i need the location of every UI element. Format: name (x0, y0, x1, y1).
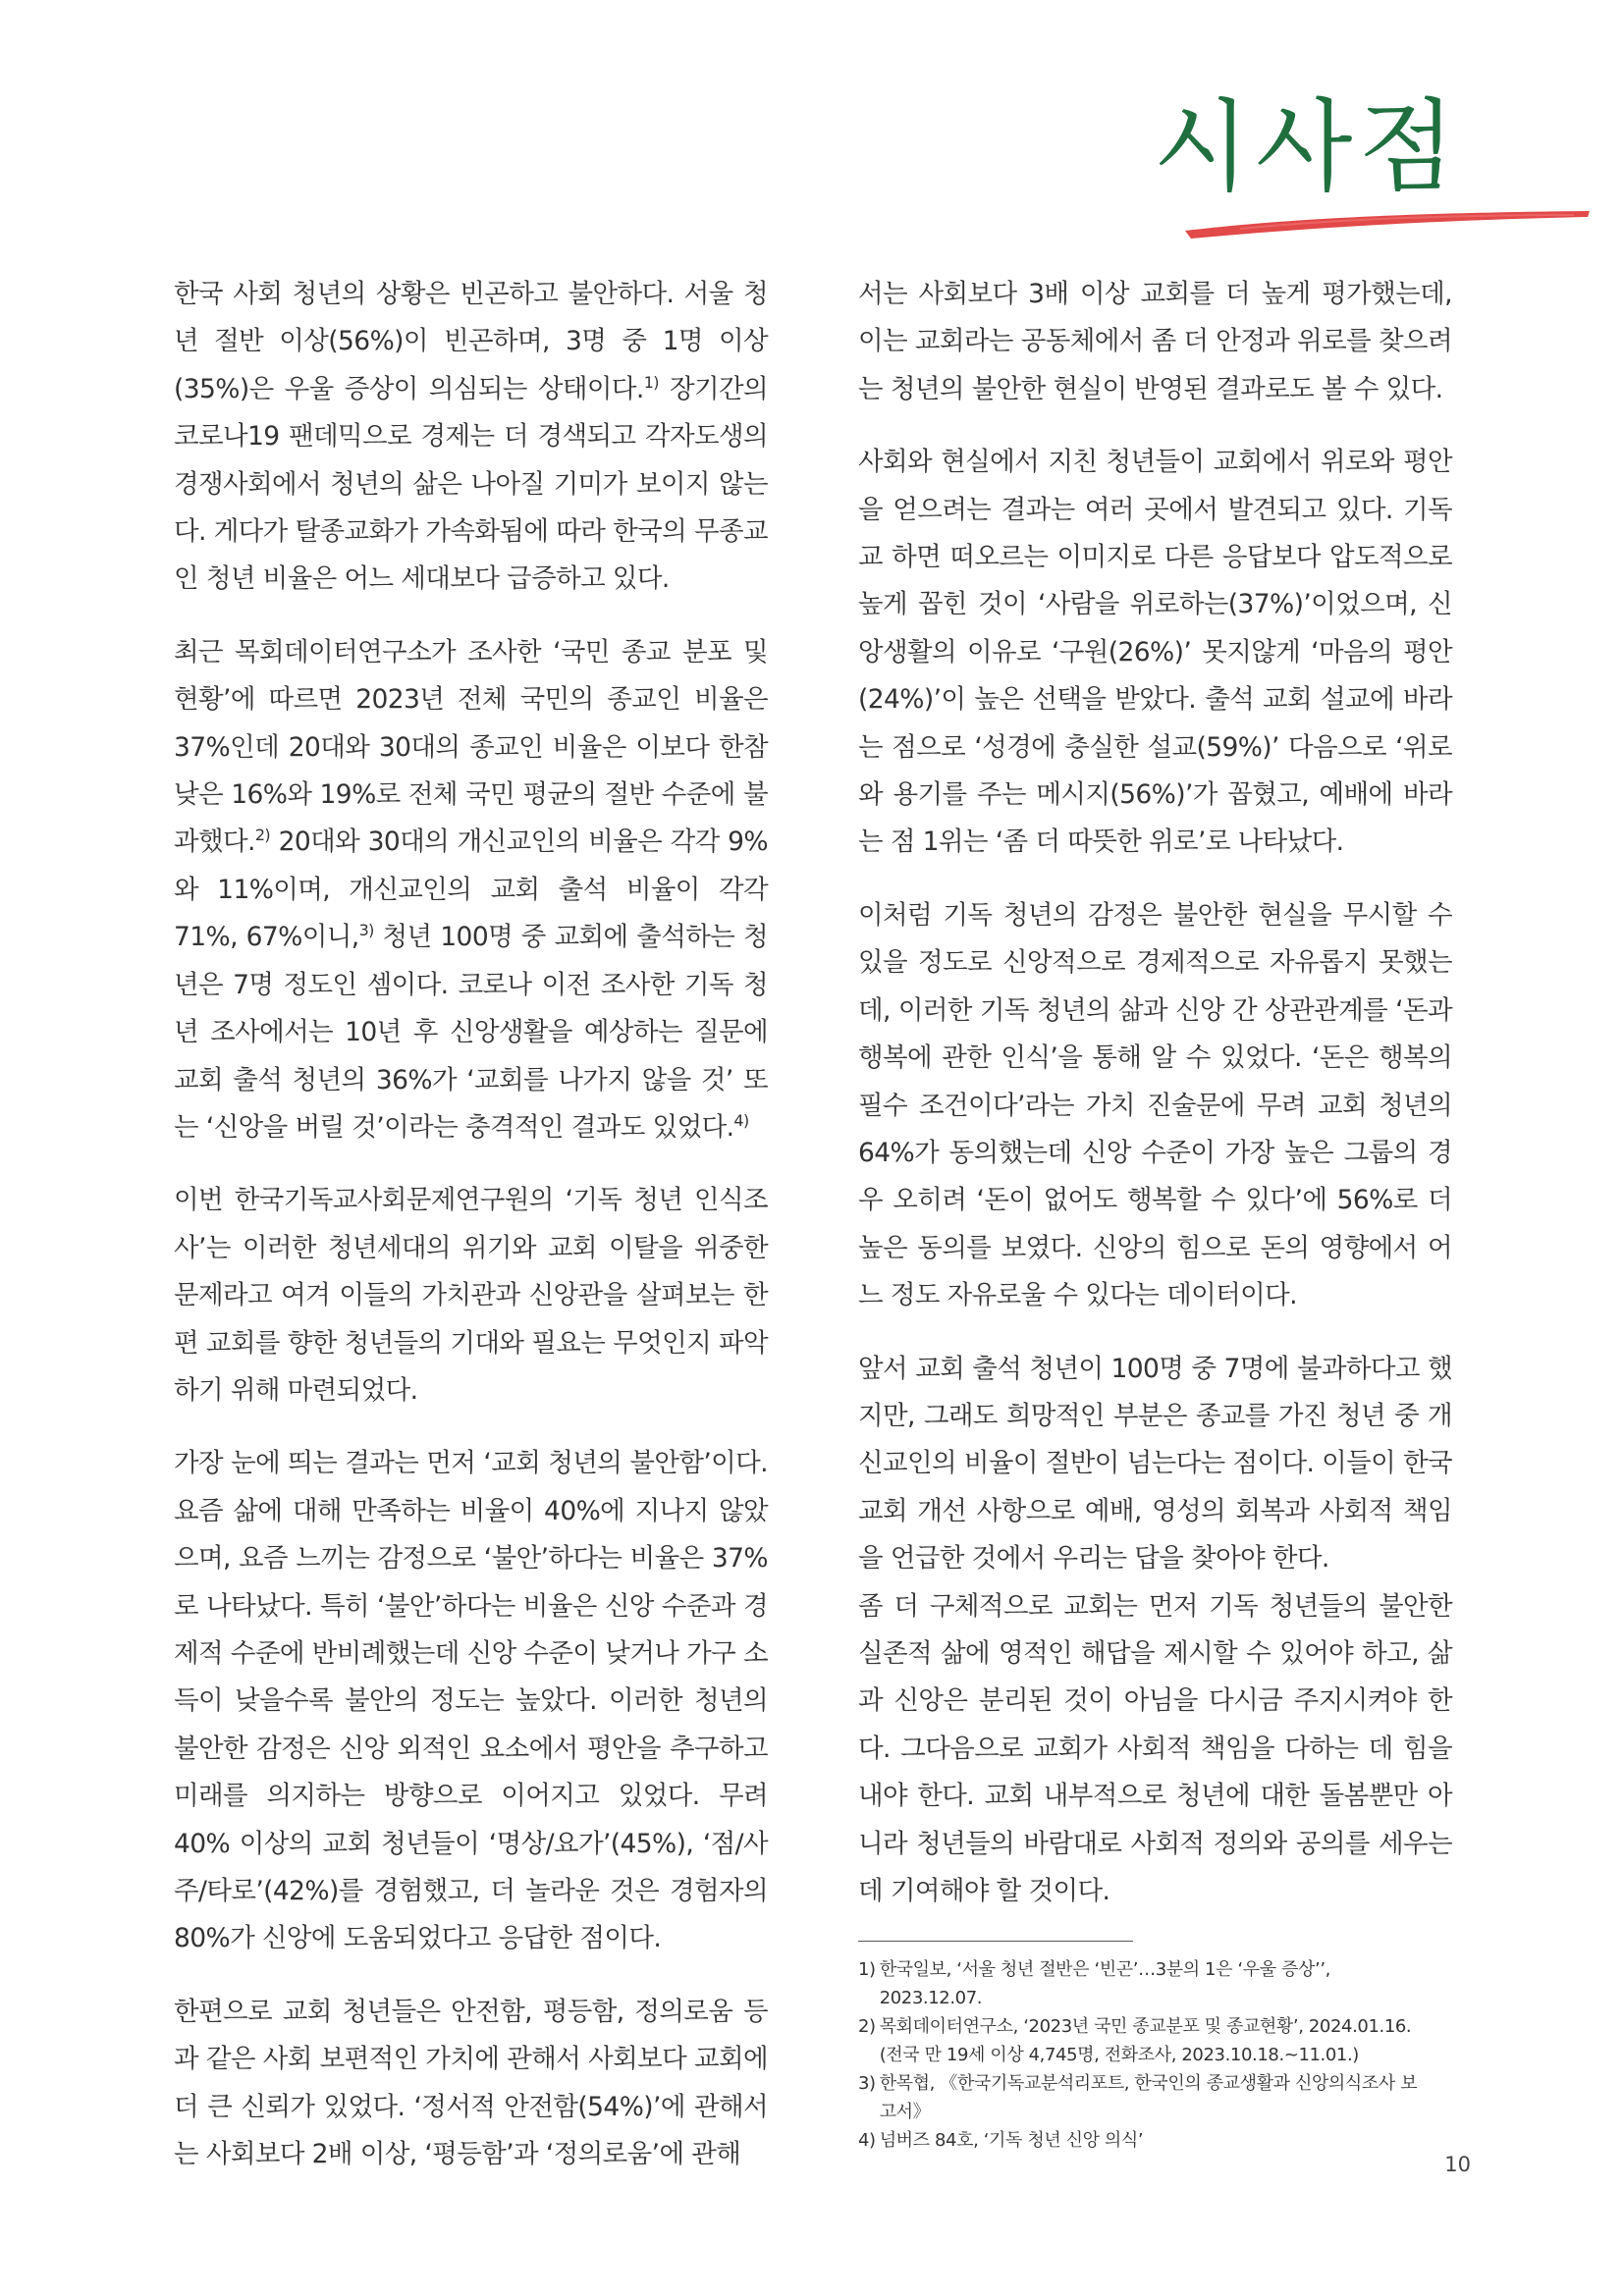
footnote-text: (전국 만 19세 이상 4,745명, 전화조사, 2023.10.18.~11.01.) (879, 2045, 1359, 2066)
section-title: 시사점 (1153, 89, 1461, 206)
footnote-text: 한국일보, ‘서울 청년 절반은 ‘빈곤’…3분의 1은 ‘우울 증상’’, (879, 1959, 1330, 1981)
footnote-number: 4) (858, 2130, 876, 2152)
footnote-text: 목회데이터연구소, ‘2023년 국민 종교분포 및 종교현황’, 2024.01.16. (879, 2016, 1412, 2038)
right-column (858, 271, 1452, 2155)
footnote-text: 고서》 (879, 2102, 931, 2123)
footnote-item (858, 1955, 1452, 2012)
footnote-number: 1) (858, 1959, 876, 1981)
paragraph: 이처럼 기독 청년의 감정은 불안한 현실을 무시할 수 있을 정도로 신앙적으로 경제적으로 자유롭지 못했는데, 이러한 기독 청년의 삶과 신앙 간 상관관계를 ‘돈과 행복에 관한 인식’을 통해 알 수 있었다. ‘돈은 행복의 필수 조건이다’라는 가치 진술문에 무려 교회 청년의 64%가 동의했는데 신앙 수준이 가장 높은 그룹의 경우 오히려 ‘돈이 없어도 행복할 수 있다’에 56%로 더 높은 동의를 보였다. 신앙의 힘으로 돈의 영향에서 어느 정도 자유로울 수 있다는 데이터이다. (858, 899, 1452, 1311)
paragraph: 이번 한국기독교사회문제연구원의 ‘기독 청년 인식조사’는 이러한 청년세대의 위기와 교회 이탈을 위중한 문제라고 여겨 이들의 가치관과 신앙관을 살펴보는 한편 교회를 향한 청년들의 기대와 필요는 무엇인지 파악하기 위해 마련되었다. (174, 1185, 768, 1406)
paragraph: 최근 목회데이터연구소가 조사한 ‘국민 종교 분포 및 현황’에 따르면 2023년 전체 국민의 종교인 비율은 37%인데 20대와 30대의 종교인 비율은 이보다 한참 낮은 16%와 19%로 전체 국민 평균의 절반 수준에 불과했다.$^{2)}$ 20대와 30대의 개신교인의 비율은 각각 9%와 11%이며, 개신교인의 교회 출석 비율이 각각 71%, 67%이니,$^{3)}$ 청년 100명 중 교회에 출석하는 청년은 7명 정도인 셈이다. 코로나 이전 조사한 기독 청년 조사에서는 10년 후 신앙생활을 예상하는 질문에 교회 출석 청년의 36%가 ‘교회를 나가지 않을 것’ 또는 ‘신앙을 버릴 것’이라는 충격적인 결과도 있었다.$^{4)}$ (174, 636, 769, 1143)
footnote-number: 2) (858, 2016, 876, 2038)
footnote-ref[interactable]: 4) (733, 1110, 749, 1130)
footnotes (858, 1955, 1452, 2155)
paragraph: 좀 더 구체적으로 교회는 먼저 기독 청년들의 불안한 실존적 삶에 영적인 해답을 제시할 수 있어야 하고, 삶과 신앙은 분리된 것이 아님을 다시금 주지시켜야 한다. 그다음으로 교회가 사회적 책임을 다하는 데 힘을 내야 한다. 교회 내부적으로 청년에 대한 돌봄뿐만 아니라 청년들의 바람대로 사회적 정의와 공의를 세우는 데 기여해야 할 것이다. (858, 1590, 1452, 1906)
paragraph: 앞서 교회 출석 청년이 100명 중 7명에 불과하다고 했지만, 그래도 희망적인 부분은 종교를 가진 청년 중 개신교인의 비율이 절반이 넘는다는 점이다. 이들이 한국 교회 개선 사항으로 예배, 영성의 회복과 사회적 책임을 언급한 것에서 우리는 답을 찾아야 한다. (858, 1353, 1452, 1575)
footnote-text: 넘버즈 84호, ‘기독 청년 신앙 의식’ (879, 2130, 1144, 2152)
footnote-divider (858, 1941, 1133, 1942)
footnote-number: 3) (858, 2073, 876, 2095)
footnote-text: 2023.12.07. (879, 1988, 983, 2009)
paragraph: 서는 사회보다 3배 이상 교회를 더 높게 평가했는데, 이는 교회라는 공동체에서 좀 더 안정과 위로를 찾으려는 청년의 불안한 현실이 반영된 결과로도 볼 수 있다. (858, 279, 1452, 404)
footnote-item (858, 2069, 1452, 2126)
footnote-text: 한목협, 《한국기독교분석리포트, 한국인의 종교생활과 신앙의식조사 보 (879, 2073, 1418, 2095)
paragraph: 한국 사회 청년의 상황은 빈곤하고 불안하다. 서울 청년 절반 이상(56%)이 빈곤하며, 3명 중 1명 이상(35%)은 우울 증상이 의심되는 상태이다.$^{1)}$ 장기간의 코로나19 팬데믹으로 경제는 더 경색되고 각자도생의 경쟁사회에서 청년의 삶은 나아질 기미가 보이지 않는다. 게다가 탈종교화가 가속화됨에 따라 한국의 무종교인 청년 비율은 어느 세대보다 급증하고 있다. (174, 279, 768, 595)
footnote-item (858, 2126, 1452, 2155)
paragraph: 사회와 현실에서 지친 청년들이 교회에서 위로와 평안을 얻으려는 결과는 여러 곳에서 발견되고 있다. 기독교 하면 떠오르는 이미지로 다른 응답보다 압도적으로 높게 꼽힌 것이 ‘사람을 위로하는(37%)’이었으며, 신앙생활의 이유로 ‘구원(26%)’ 못지않게 ‘마음의 평안(24%)’이 높은 선택을 받았다. 출석 교회 설교에 바라는 점으로 ‘성경에 충실한 설교(59%)’ 다음으로 ‘위로와 용기를 주는 메시지(56%)’가 꼽혔고, 예배에 바라는 점 1위는 ‘좀 더 따뜻한 위로’로 나타났다. (858, 447, 1452, 858)
footnote-ref[interactable]: 2) (254, 826, 271, 845)
page-number: 10 (1444, 2153, 1471, 2176)
paragraph: 한편으로 교회 청년들은 안전함, 평등함, 정의로움 등과 같은 사회 보편적인 가치에 관해서 사회보다 교회에 더 큰 신뢰가 있었다. ‘정서적 안전함(54%)’에 관해서는 사회보다 2배 이상, ‘평등함’과 ‘정의로움’에 관해 (174, 1996, 768, 2170)
footnote-ref[interactable]: 3) (358, 921, 374, 940)
red-brush-stroke-decoration (1181, 201, 1594, 240)
paragraph: 가장 눈에 띄는 결과는 먼저 ‘교회 청년의 불안함’이다. 요즘 삶에 대해 만족하는 비율이 40%에 지나지 않았으며, 요즘 느끼는 감정으로 ‘불안’하다는 비율은 37%로 나타났다. 특히 ‘불안’하다는 비율은 신앙 수준과 경제적 수준에 반비례했는데 신앙 수준이 낮거나 가구 소득이 낮을수록 불안의 정도는 높았다. 이러한 청년의 불안한 감정은 신앙 외적인 요소에서 평안을 추구하고 미래를 의지하는 방향으로 이어지고 있었다. 무려 40% 이상의 교회 청년들이 ‘명상/요가’(45%), ‘점/사주/타로’(42%)를 경험했고, 더 놀라운 것은 경험자의 80%가 신앙에 도움되었다고 응답한 점이다. (174, 1448, 768, 1954)
footnote-ref[interactable]: 1) (643, 372, 659, 392)
footnote-item (858, 2012, 1452, 2069)
left-column (174, 271, 768, 2204)
